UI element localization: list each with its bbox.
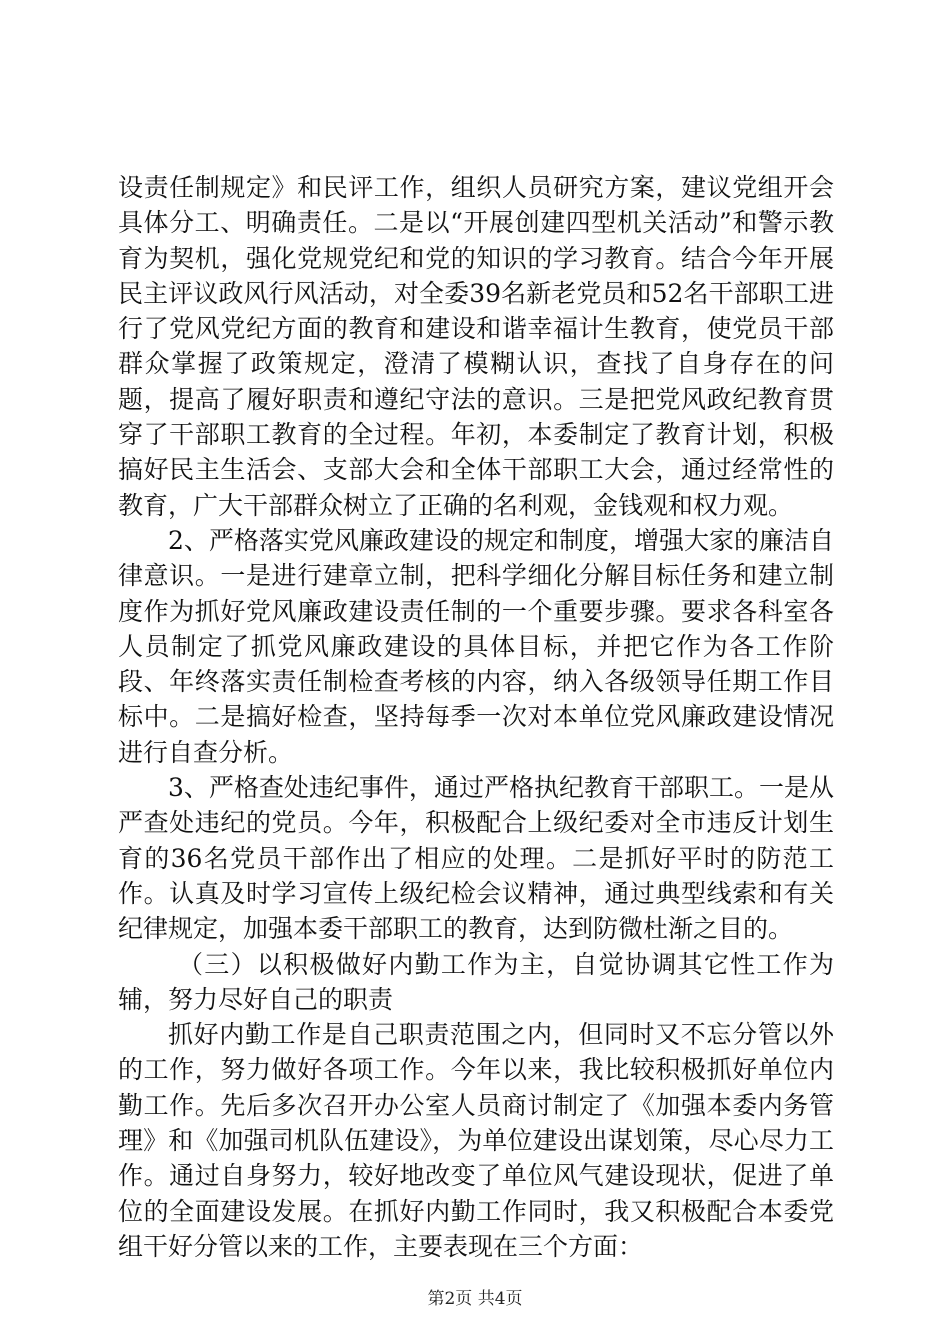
document-body	[118, 170, 834, 1264]
section-heading-3: （三）以积极做好内勤工作为主，自觉协调其它性工作为辅，努力尽好自己的职责	[118, 949, 834, 1014]
paragraph-continuation: 设责任制规定》和民评工作，组织人员研究方案，建议党组开会具体分工、明确责任。二是以“开展创建四型机关活动”和警示教育为契机，强化党规党纪和党的知识的学习教育。结合今年开展民主评议政风行风活动，对全委39名新老党员和52名干部职工进行了党风党纪方面的教育和建设和谐幸福计生教育，使党员干部群众掌握了政策规定，澄清了模糊认识，查找了自身存在的问题，提高了履好职责和遵纪守法的意识。三是把党风政纪教育贯穿了干部职工教育的全过程。年初，本委制定了教育计划，积极搞好民主生活会、支部大会和全体干部职工大会，通过经常性的教育，广大干部群众树立了正确的名利观，金钱观和权力观。	[118, 173, 834, 520]
paragraph-item-2: 2、严格落实党风廉政建设的规定和制度，增强大家的廉洁自律意识。一是进行建章立制，把科学细化分解目标任务和建立制度作为抓好党风廉政建设责任制的一个重要步骤。要求各科室各人员制定了抓党风廉政建设的具体目标，并把它作为各工作阶段、年终落实责任制检查考核的内容，纳入各级领导任期工作目标中。二是搞好检查，坚持每季一次对本单位党风廉政建设情况进行自查分析。	[118, 525, 834, 767]
paragraph-item-3: 3、严格查处违纪事件，通过严格执纪教育干部职工。一是从严查处违纪的党员。今年，积极配合上级纪委对全市违反计划生育的36名党员干部作出了相应的处理。二是抓好平时的防范工作。认真及时学习宣传上级纪检会议精神，通过典型线索和有关纪律规定，加强本委干部职工的教育，达到防微杜渐之目的。	[118, 773, 834, 944]
paragraph-internal-work: 抓好内勤工作是自己职责范围之内，但同时又不忘分管以外的工作，努力做好各项工作。今年以来，我比较积极抓好单位内勤工作。先后多次召开办公室人员商讨制定了《加强本委内务管理》和《加强司机队伍建设》，为单位建设出谋划策，尽心尽力工作。通过自身努力，较好地改变了单位风气建设现状，促进了单位的全面建设发展。在抓好内勤工作同时，我又积极配合本委党组干好分管以来的工作，主要表现在三个方面：	[118, 1020, 834, 1261]
page-number: 第2页 共4页	[427, 1289, 523, 1309]
page-footer	[0, 1284, 950, 1309]
